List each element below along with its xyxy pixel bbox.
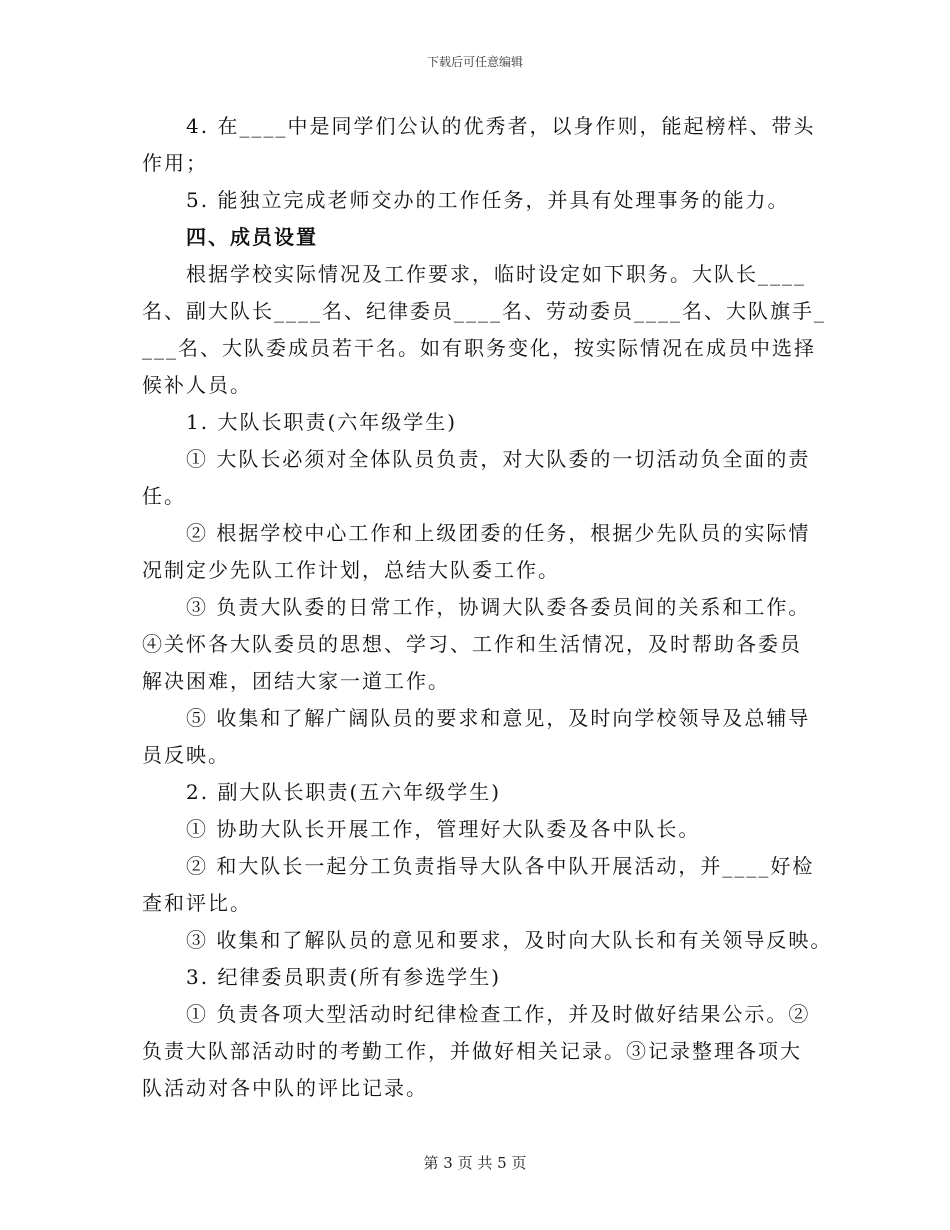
paragraph-line: ③ 收集和了解队员的意见和要求，及时向大队长和有关领导反映。 — [186, 928, 833, 952]
section-heading: 四、成员设置 — [186, 225, 318, 249]
paragraph-line: ② 和大队长一起分工负责指导大队各中队开展活动，并____好检 — [186, 854, 815, 878]
document-body — [142, 108, 833, 1107]
paragraph-line: 2. 副大队长职责(五六年级学生) — [186, 780, 502, 804]
page-header: 下载后可任意编辑 — [426, 55, 523, 69]
paragraph-line: 员反映。 — [142, 743, 230, 767]
paragraph-line: 1. 大队长职责(六年级学生) — [186, 410, 458, 434]
paragraph-line: 解决困难，团结大家一道工作。 — [142, 669, 450, 693]
paragraph-line: ② 根据学校中心工作和上级团委的任务，根据少先队员的实际情 — [186, 521, 811, 545]
paragraph-line: 查和评比。 — [142, 891, 252, 915]
paragraph-line: ① 负责各项大型活动时纪律检查工作，并及时做好结果公示。② — [186, 1002, 811, 1026]
paragraph-line: 根据学校实际情况及工作要求，临时设定如下职务。大队长____ — [186, 262, 806, 286]
paragraph-line: ④关怀各大队委员的思想、学习、工作和生活情况，及时帮助各委员 — [142, 632, 802, 656]
paragraph-line: 况制定少先队工作计划，总结大队委工作。 — [142, 558, 560, 582]
paragraph-line: ① 协助大队长开展工作，管理好大队委及各中队长。 — [186, 817, 701, 841]
page-footer: 第 3 页 共 5 页 — [423, 1154, 527, 1172]
paragraph-line: 任。 — [142, 484, 186, 508]
paragraph-line: ___名、大队委成员若干名。如有职务变化，按实际情况在成员中选择 — [142, 336, 816, 360]
paragraph-line: 队活动对各中队的评比记录。 — [142, 1076, 428, 1100]
paragraph-line: 3. 纪律委员职责(所有参选学生) — [186, 965, 502, 989]
paragraph-line: ③ 负责大队委的日常工作，协调大队委各委员间的关系和工作。 — [186, 595, 811, 619]
paragraph-line: ⑤ 收集和了解广阔队员的要求和意见，及时向学校领导及总辅导 — [186, 706, 811, 730]
paragraph-line: 作用； — [142, 151, 208, 175]
paragraph-line: 5. 能独立完成老师交办的工作任务，并具有处理事务的能力。 — [186, 188, 790, 212]
paragraph-line: 4. 在____中是同学们公认的优秀者，以身作则，能起榜样、带头 — [186, 114, 816, 138]
paragraph-line: 名、副大队长____名、纪律委员____名、劳动委员____名、大队旗手_ — [142, 299, 826, 323]
paragraph-line: ① 大队长必须对全体队员负责，对大队委的一切活动负全面的责 — [186, 447, 811, 471]
paragraph-line: 负责大队部活动时的考勤工作，并做好相关记录。③记录整理各项大 — [142, 1039, 802, 1063]
paragraph-line: 候补人员。 — [142, 373, 252, 397]
